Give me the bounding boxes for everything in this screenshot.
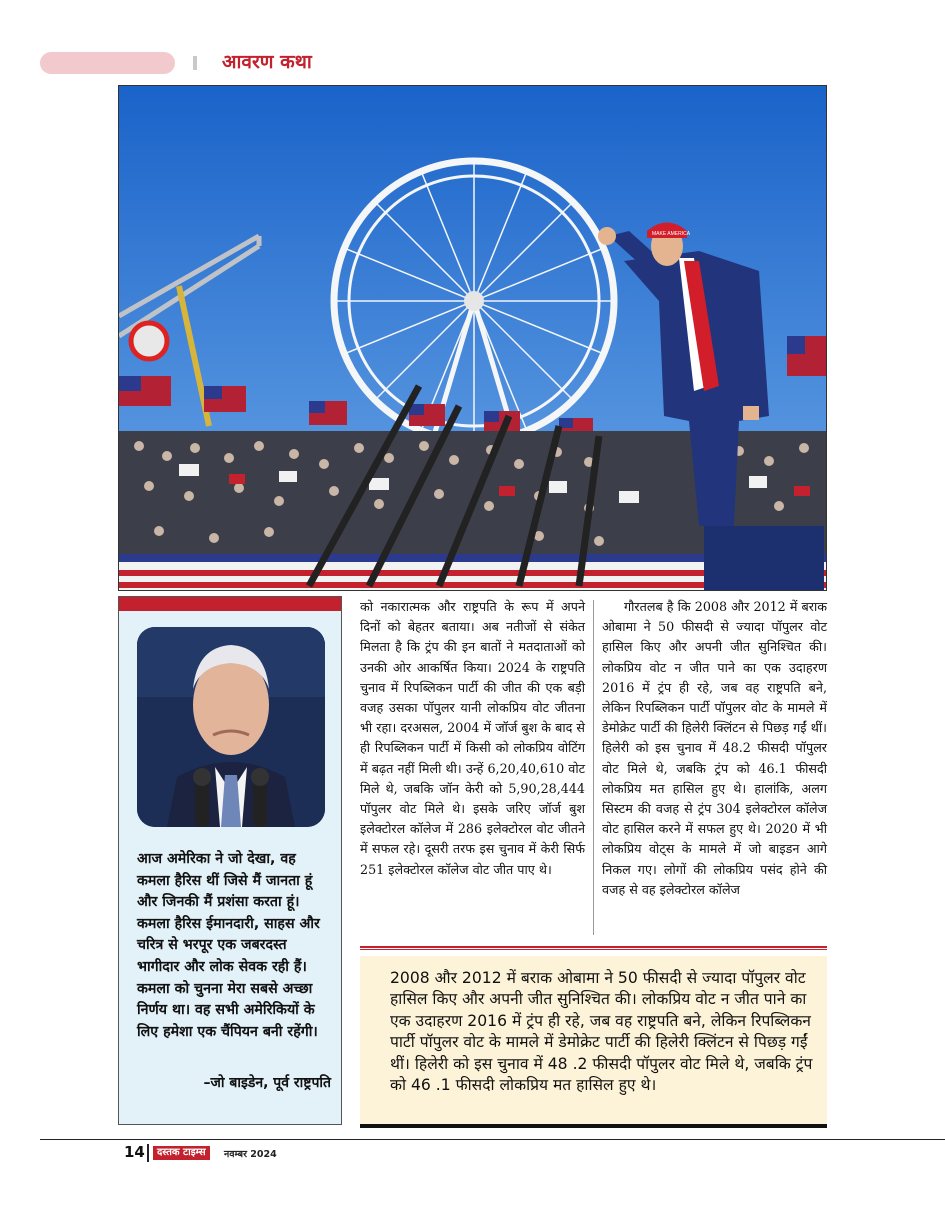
page-number: 14 (124, 1143, 145, 1161)
pullquote-top-rule (360, 946, 827, 950)
header-divider (193, 56, 197, 70)
pullquote-bottom-rule (360, 1124, 827, 1128)
issue-date: नवम्बर 2024 (224, 1149, 277, 1160)
section-title: आवरण कथा (222, 51, 312, 73)
quote-attribution: –जो बाइडेन, पूर्व राष्ट्रपति (203, 1075, 331, 1091)
pullquote-text: 2008 और 2012 में बराक ओबामा ने 50 फीसदी से ज्यादा पॉपुलर वोट हासिल किए और अपनी जीत सुनिश्चित की। लोकप्रिय वोट न जीत पाने का एक उदाहरण 2016 में ट्रंप ही रहे, जब वह राष्ट्रपति बने, लेकिन रिपब्लिकन पार्टी पॉपुलर वोट के मामले में डेमोक्रेट पार्टी की हिलेरी क्लिंटन से पिछड़ गईं थीं। हिलेरी को इस चुनाव में 48 .2 फीसदी पॉपुलर वोट मिले थे, जबकि ट्रंप को 46 .1 फीसदी लोकप्रिय मत हासिल हुए थे। (390, 969, 813, 1095)
pullquote-box (360, 956, 827, 1124)
portrait-biden (137, 627, 325, 827)
cap-text: MAKE AMERICA (652, 231, 691, 237)
header-decoration-pill (40, 52, 175, 74)
footer-rule (40, 1139, 945, 1140)
article-column-2: गौरतलब है कि 2008 और 2012 में बराक ओबामा ने 50 फीसदी से ज्यादा पॉपुलर वोट हासिल किए और अपनी जीत सुनिश्चित की। लोकप्रिय वोट न जीत पाने का एक उदाहरण 2016 में ट्रंप ही रहे, जब वह राष्ट्रपति बने, लेकिन रिपब्लिकन पार्टी पॉपुलर वोट के मामले में डेमोक्रेट पार्टी की हिलेरी क्लिंटन से पिछड़ गईं थीं। हिलेरी को इस चुनाव में 48.2 फीसदी पॉपुलर वोट मिले थे, जबकि ट्रंप को 46.1 फीसदी लोकप्रिय मत हासिल हुए थे। हालांकि, अलग सिस्टम की वजह से ट्रंप 304 इलेक्टोरल कॉलेज वोट हासिल करने में सफल हुए थे। 2020 में भी लोकप्रिय वोट्स के मामले में जो बाइडन आगे निकल गए। लोगों की लोकप्रिय पसंद होने की वजह से वह इलेक्टोरल कॉलेज (602, 599, 827, 897)
quote-box (118, 596, 342, 1125)
biden-quote: आज अमेरिका ने जो देखा, वह कमला हैरिस थीं जिसे मैं जानता हूं और जिनकी मैं प्रशंसा करता हूं। कमला हैरिस ईमानदारी, साहस और चरित्र से भरपूर एक जबरदस्त भागीदार और लोक सेवक रही हैं। कमला को चुनना मेरा सबसे अच्छा निर्णय था। वह सभी अमेरिकियों के लिए हमेशा एक चैंपियन बनी रहेंगी। (137, 851, 320, 1040)
article-column-1: को नकारात्मक और राष्ट्रपति के रूप में अपने दिनों को बेहतर बताया। अब नतीजों से संकेत मिलता है कि ट्रंप की इन बातों ने मतदाताओं को उनकी ओर आकर्षित किया। 2024 के राष्ट्रपति चुनाव में रिपब्लिकन पार्टी की जीत की एक बड़ी वजह उसका पॉपुलर यानी लोकप्रिय वोट जीतना भी रहा। दरअसल, 2004 में जॉर्ज बुश के बाद से ही रिपब्लिकन पार्टी में किसी को लोकप्रिय वोटिंग में बढ़त नहीं मिली थी। उन्हें 6,20,40,610 वोट मिले थे, जबकि जॉन केरी को 5,90,28,444 पॉपुलर वोट मिले थे। इसके जरिए जॉर्ज बुश इलेक्टोरल कॉलेज में 286 इलेक्टोरल वोट जीतने में सफल रहे। दूसरी तरफ इस चुनाव में केरी सिर्फ 251 इलेक्टोरल कॉलेज वोट जीत पाए थे। (360, 599, 585, 877)
column-divider (593, 600, 594, 935)
quote-box-red-bar (119, 597, 341, 611)
magazine-logo: दस्तक टाइम्स (153, 1146, 210, 1160)
rally-photo (118, 85, 827, 591)
footer-separator (147, 1144, 149, 1162)
